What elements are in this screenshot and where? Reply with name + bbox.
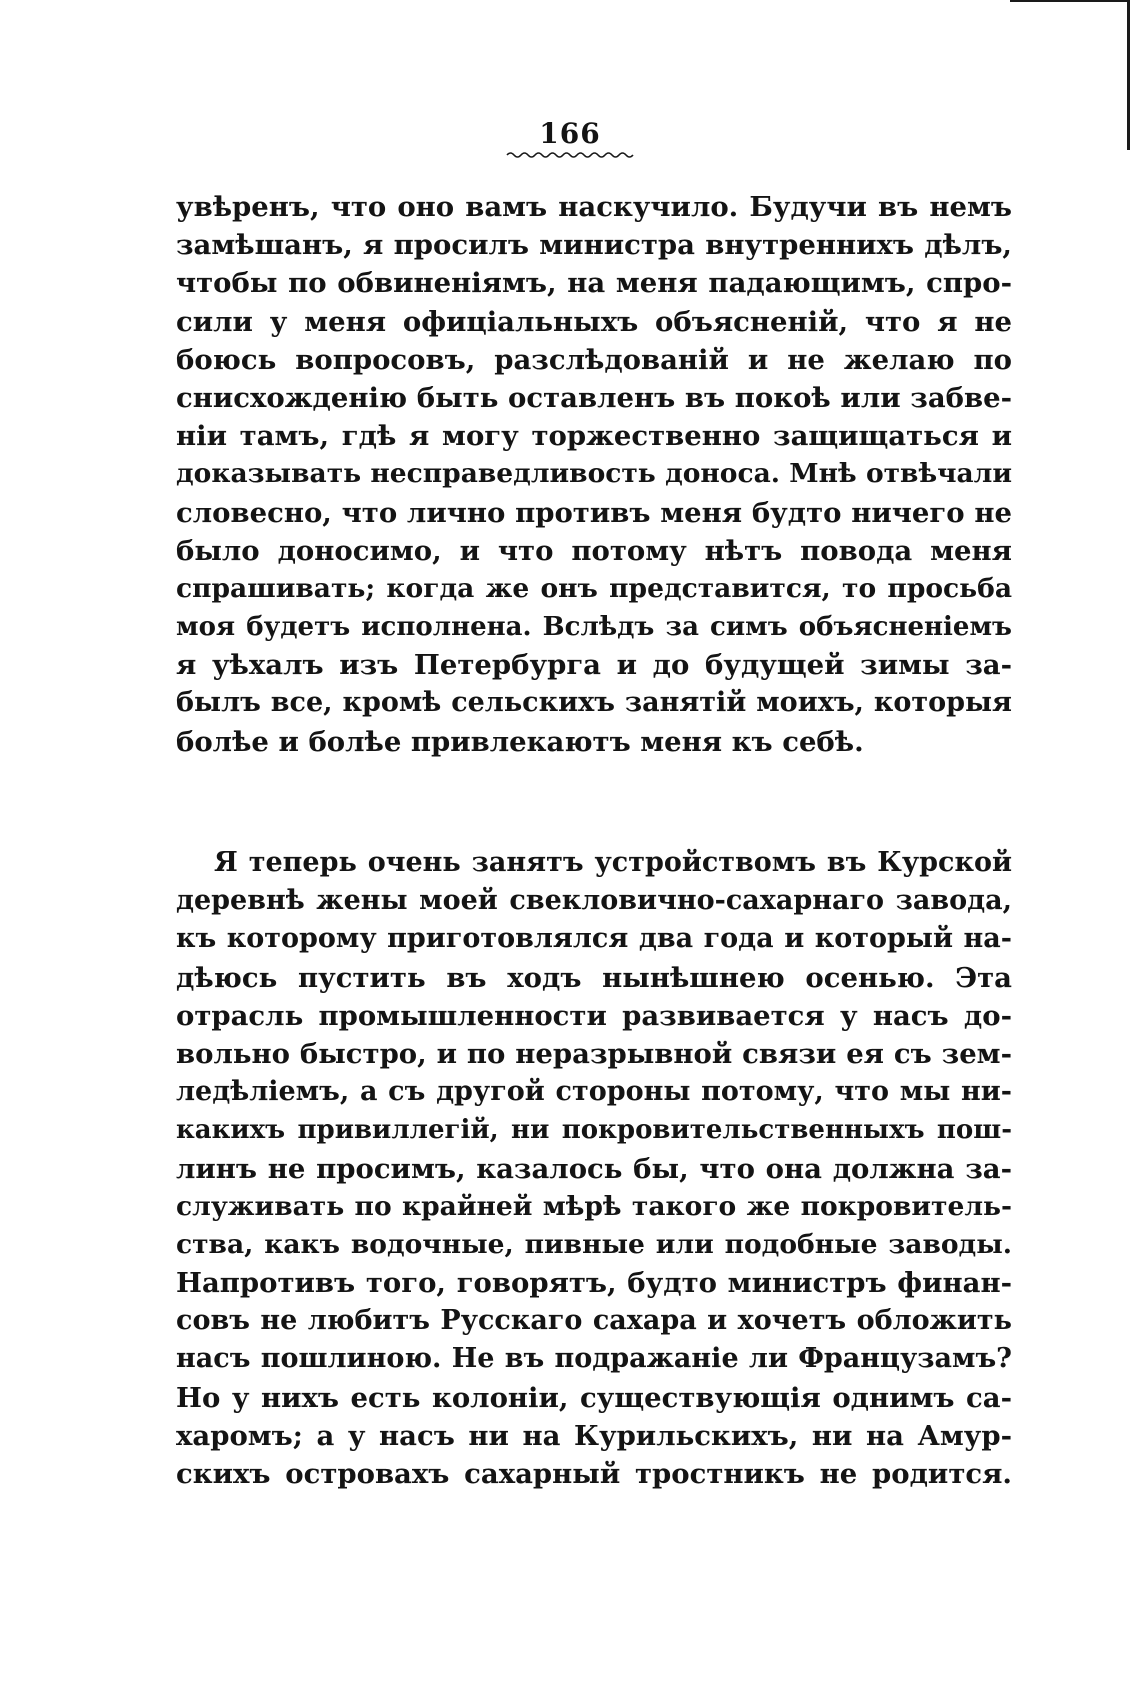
text-line: увѣренъ, что оно вамъ наскучило. Будучи въ немъ: [176, 191, 1012, 223]
text-line: я уѣхалъ изъ Петербурга и до будущей зимы за-: [176, 649, 1012, 682]
wavy-rule: [505, 150, 635, 160]
text-line: сили у меня офицiальныхъ объясненiй, что я не: [176, 305, 1012, 338]
text-line: нiи тамъ, гдѣ я могу торжественно защищаться и: [176, 420, 1012, 453]
text-line: моя будетъ исполнена. Вслѣдъ за симъ объясненiемъ: [176, 612, 1012, 643]
page-edge-top: [1010, 0, 1130, 2]
text-line: словесно, что лично противъ меня будто ничего не: [176, 496, 1012, 529]
text-line: скихъ островахъ сахарный тростникъ не родится.: [176, 1458, 1012, 1490]
text-line: вольно быстро, и по неразрывной связи ея съ зем-: [176, 1037, 1012, 1070]
text-line: было доносимо, и что потому нѣтъ повода меня: [176, 534, 1012, 567]
paragraph-1: [176, 188, 1012, 761]
text-line: Но у нихъ есть колонiи, существующiя однимъ са-: [176, 1381, 1012, 1414]
text-line: къ которому приготовлялся два года и который на-: [176, 923, 1012, 955]
text-line: Я теперь очень занятъ устройствомъ въ Курской: [214, 847, 1012, 878]
text-line: ства, какъ водочные, пивные или подобные заводы.: [176, 1228, 1012, 1260]
text-line: совъ не любитъ Русскаго сахара и хочетъ обложить: [176, 1305, 1012, 1337]
paragraph-2: [176, 844, 1012, 1493]
text-line: служивать по крайней мѣрѣ такого же покровитель-: [176, 1190, 1012, 1222]
text-line: боюсь вопросовъ, разслѣдованiй и не желаю по: [176, 343, 1012, 376]
page-header: [0, 118, 1140, 160]
text-line: деревнѣ жены моей свекловично-сахарнаго завода,: [176, 885, 1012, 917]
text-line: дѣюсь пустить въ ходъ нынѣшнею осенью. Эта: [176, 961, 1012, 994]
text-line: замѣшанъ, я просилъ министра внутреннихъ дѣлъ,: [176, 229, 1012, 262]
text-line: насъ пошлиною. Не въ подражанiе ли Французамъ?: [176, 1343, 1012, 1375]
text-line: какихъ привиллегiй, ни покровительственныхъ пош-: [176, 1115, 1012, 1146]
text-line: болѣе и болѣе привлекаютъ меня къ себѣ.: [176, 725, 864, 758]
text-line: доказывать несправедливость доноса. Мнѣ отвѣчали: [176, 458, 1012, 490]
text-line: харомъ; а у насъ ни на Курильскихъ, ни на Амур-: [176, 1419, 1012, 1452]
text-line: спрашивать; когда же онъ представится, то просьба: [176, 572, 1012, 604]
text-line: отрасль промышленности развивается у насъ до-: [176, 999, 1012, 1032]
text-line: снисхожденiю быть оставленъ въ покоѣ или забве-: [176, 381, 1012, 414]
text-line: былъ все, кромѣ сельскихъ занятiй моихъ, которыя: [176, 687, 1012, 719]
text-line: линъ не просимъ, казалось бы, что она должна за-: [176, 1152, 1012, 1185]
text-line: чтобы по обвиненiямъ, на меня падающимъ, спро-: [176, 267, 1012, 300]
text-line: Напротивъ того, говорятъ, будто министръ финан-: [176, 1267, 1012, 1300]
page-number: 166: [539, 117, 601, 150]
text-line: ледѣлiемъ, а съ другой стороны потому, что мы ни-: [176, 1076, 1012, 1108]
